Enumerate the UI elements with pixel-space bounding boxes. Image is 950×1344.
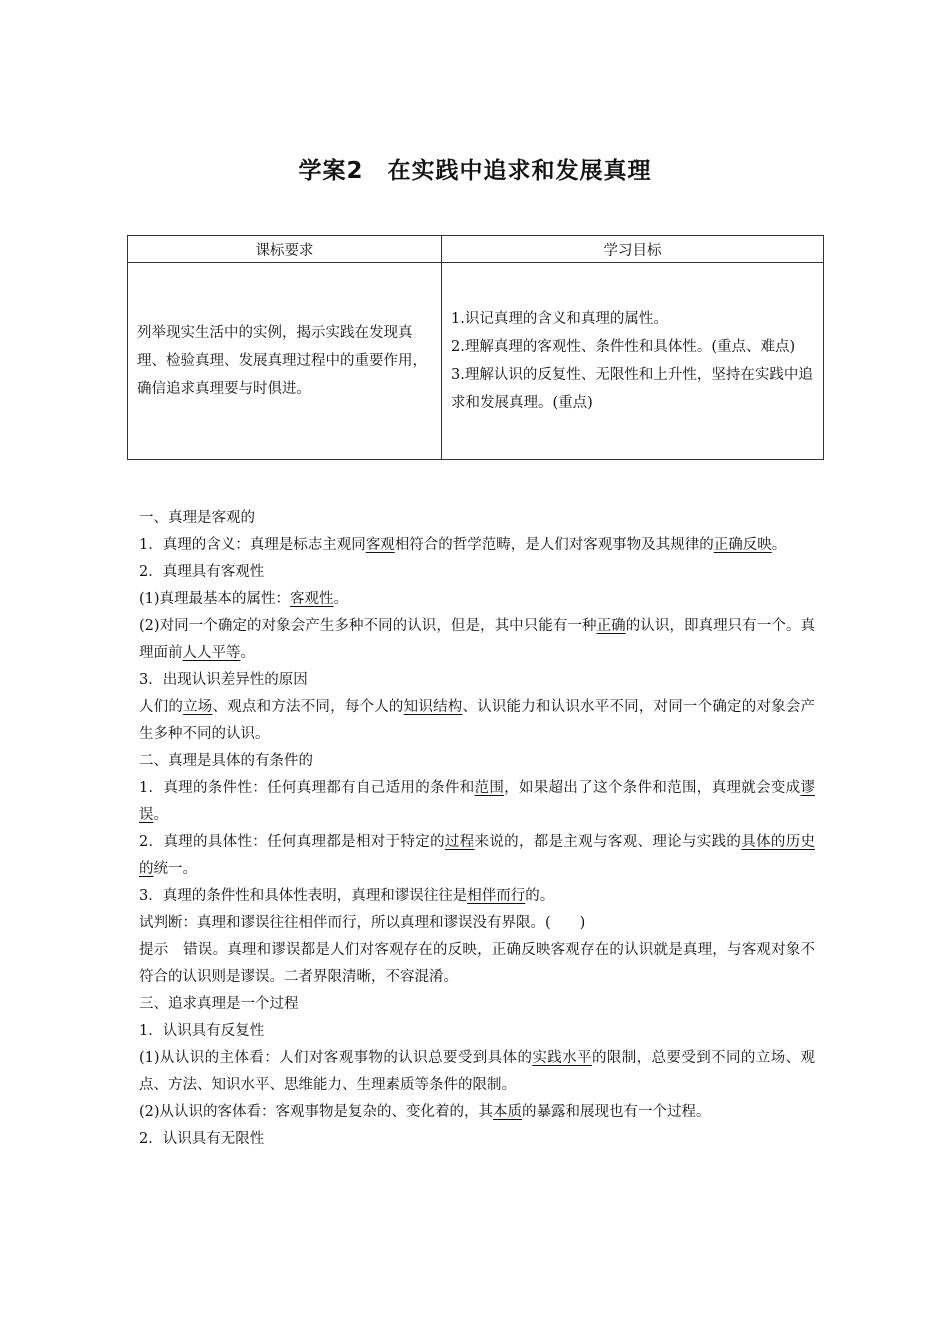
body-paragraph [139, 883, 815, 910]
body-text: (2)对同一个确定的对象会产生多种不同的认识，但是，其中只能有一种 [139, 618, 597, 634]
document-body [139, 505, 815, 1153]
answer-blank: 实践水平 [532, 1050, 592, 1066]
body-text: 的。 [525, 888, 555, 904]
body-paragraph [139, 775, 815, 829]
body-text: (2)从认识的客体看：客观事物是复杂的、变化着的，其 [139, 1104, 494, 1120]
answer-blank: 正确反映 [713, 537, 772, 553]
body-text: 的认识，即真理只有一个。真理面前 [139, 618, 816, 661]
body-text: 2．认识具有无限性 [139, 1131, 265, 1147]
goal-item: 1.识记真理的含义和真理的属性。 [451, 311, 668, 327]
body-text: 相符合的哲学范畴，是人们对客观事物及其规律的 [394, 537, 714, 553]
answer-blank: 知识结构 [403, 699, 463, 715]
answer-blank: 人人平等 [182, 645, 241, 661]
answer-blank: 谬误 [139, 780, 815, 823]
answer-blank: 过程 [444, 834, 475, 850]
table-header-row [128, 236, 824, 263]
answer-blank: 正确 [596, 618, 626, 634]
objectives-table [127, 235, 824, 460]
body-text: 人们的 [139, 699, 184, 715]
body-text: 提示 错误。真理和谬误都是人们对客观存在的反映，正确反映客观存在的认识就是真理，与客观对象不符合的认识则是谬误。二者界限清晰，不容混淆。 [139, 942, 815, 985]
body-text: 1．真理的含义：真理是标志主观同 [139, 537, 366, 553]
body-paragraph [139, 1099, 815, 1126]
body-text: 统一。 [153, 861, 197, 877]
body-paragraph [139, 829, 815, 883]
body-text: 、认识能力和认识水平不同，对同一个确定的对象会产生多种不同的认识。 [139, 699, 816, 742]
body-text: 的限制，总要受到不同的立场、观点、方法、知识水平、思维能力、生理素质等条件的限制。 [139, 1050, 816, 1093]
goal-item: 3.理解认识的反复性、无限性和上升性，坚持在实践中追求和发展真理。(重点) [451, 367, 813, 411]
body-text: 二、真理是具体的有条件的 [139, 753, 313, 769]
body-paragraph [139, 532, 815, 559]
body-text: 2．真理具有客观性 [139, 564, 265, 580]
answer-blank: 相伴而行 [467, 888, 526, 904]
body-text: 2．真理的具体性：任何真理都是相对于特定的 [139, 834, 445, 850]
body-paragraph [139, 694, 815, 748]
body-text: 的暴露和展现也有一个过程。 [522, 1104, 711, 1120]
goal-item: 2.理解真理的客观性、条件性和具体性。(重点、难点) [451, 339, 796, 355]
body-paragraph [139, 991, 815, 1018]
body-text: 试判断：真理和谬误往往相伴而行，所以真理和谬误没有界限。( ) [139, 915, 586, 931]
body-paragraph [139, 748, 815, 775]
standard-cell [128, 263, 442, 460]
body-paragraph [139, 559, 815, 586]
body-paragraph [139, 1126, 815, 1153]
answer-blank: 客观性 [290, 591, 334, 607]
standard-text: 列举现实生活中的实例，揭示实践在发现真理、检验真理、发展真理过程中的重要作用，确信追求真理要与时俱进。 [137, 325, 427, 397]
body-text: 1．认识具有反复性 [139, 1023, 265, 1039]
body-paragraph [139, 505, 815, 532]
document-title: 学案2 在实践中追求和发展真理 [298, 158, 652, 184]
body-text: ，如果超出了这个条件和范围，真理就会变成 [504, 780, 801, 796]
body-text: 。 [771, 537, 787, 553]
body-text: 。 [333, 591, 349, 607]
body-text: 。 [153, 807, 168, 823]
body-text: 。 [240, 645, 255, 661]
header-standard: 课标要求 [128, 236, 442, 263]
body-paragraph [139, 586, 815, 613]
body-text: 一、真理是客观的 [139, 510, 255, 526]
answer-blank: 客观 [365, 537, 395, 553]
body-text: 、观点和方法不同，每个人的 [212, 699, 404, 715]
body-text: (1)真理最基本的属性： [139, 591, 291, 607]
answer-blank: 本质 [493, 1104, 523, 1120]
body-paragraph [139, 910, 815, 937]
body-text: 1．真理的条件性：任何真理都有自己适用的条件和 [139, 780, 475, 796]
body-text: 来说的，都是主观与客观、理论与实践的 [474, 834, 742, 850]
header-goals: 学习目标 [442, 236, 824, 263]
table-row [128, 263, 824, 460]
body-text: 三、追求真理是一个过程 [139, 996, 299, 1012]
body-paragraph [139, 1018, 815, 1045]
body-paragraph [139, 613, 815, 667]
body-text: 3．真理的条件性和具体性表明，真理和谬误往往是 [139, 888, 468, 904]
answer-blank: 范围 [474, 780, 505, 796]
goals-cell [442, 263, 824, 460]
body-paragraph [139, 1045, 815, 1099]
body-paragraph [139, 667, 815, 694]
body-text: 3．出现认识差异性的原因 [139, 672, 308, 688]
answer-blank: 立场 [183, 699, 213, 715]
body-paragraph [139, 937, 815, 991]
answer-blank: 具体的历史的 [139, 834, 816, 877]
body-text: (1)从认识的主体看：人们对客观事物的认识总要受到具体的 [139, 1050, 533, 1066]
